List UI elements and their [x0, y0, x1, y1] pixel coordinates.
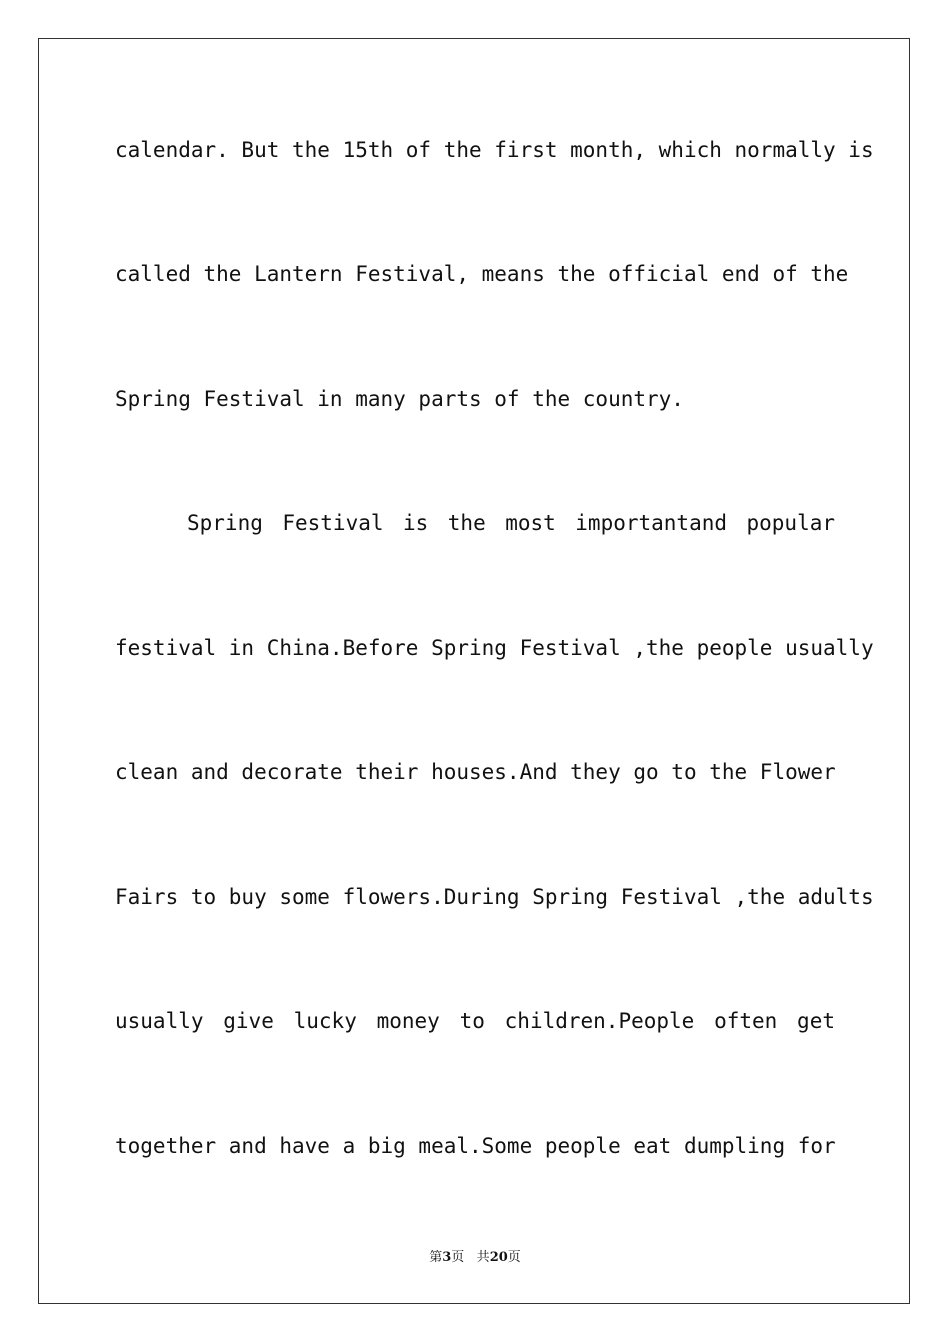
footer-total-prefix: 共: [476, 1250, 490, 1265]
footer-total-suffix: 页: [507, 1250, 521, 1265]
text-line: calendar. But the 15th of the first month, which normally is: [115, 138, 874, 162]
text-line: called the Lantern Festival, means the official end of the: [115, 262, 849, 286]
text-line: clean and decorate their houses.And they go to the Flower: [115, 760, 836, 784]
text-line: together and have a big meal.Some people eat dumpling for: [115, 1134, 836, 1158]
page-number-footer: [0, 1246, 950, 1265]
page-frame: [38, 38, 910, 1304]
text-line: Fairs to buy some flowers.During Spring Festival ,the adults: [115, 885, 874, 909]
footer-prefix: 第: [429, 1250, 443, 1265]
text-line: festival in China.Before Spring Festival ,the people usually: [115, 636, 874, 660]
text-line: Spring Festival in many parts of the country.: [115, 387, 684, 411]
current-page-number: 3: [442, 1250, 452, 1265]
text-line: Spring Festival is the most importantand popular: [187, 511, 835, 535]
footer-page-suffix: 页: [451, 1250, 465, 1265]
total-pages-number: 20: [489, 1250, 508, 1265]
text-line: usually give lucky money to children.People often get: [115, 1009, 835, 1033]
